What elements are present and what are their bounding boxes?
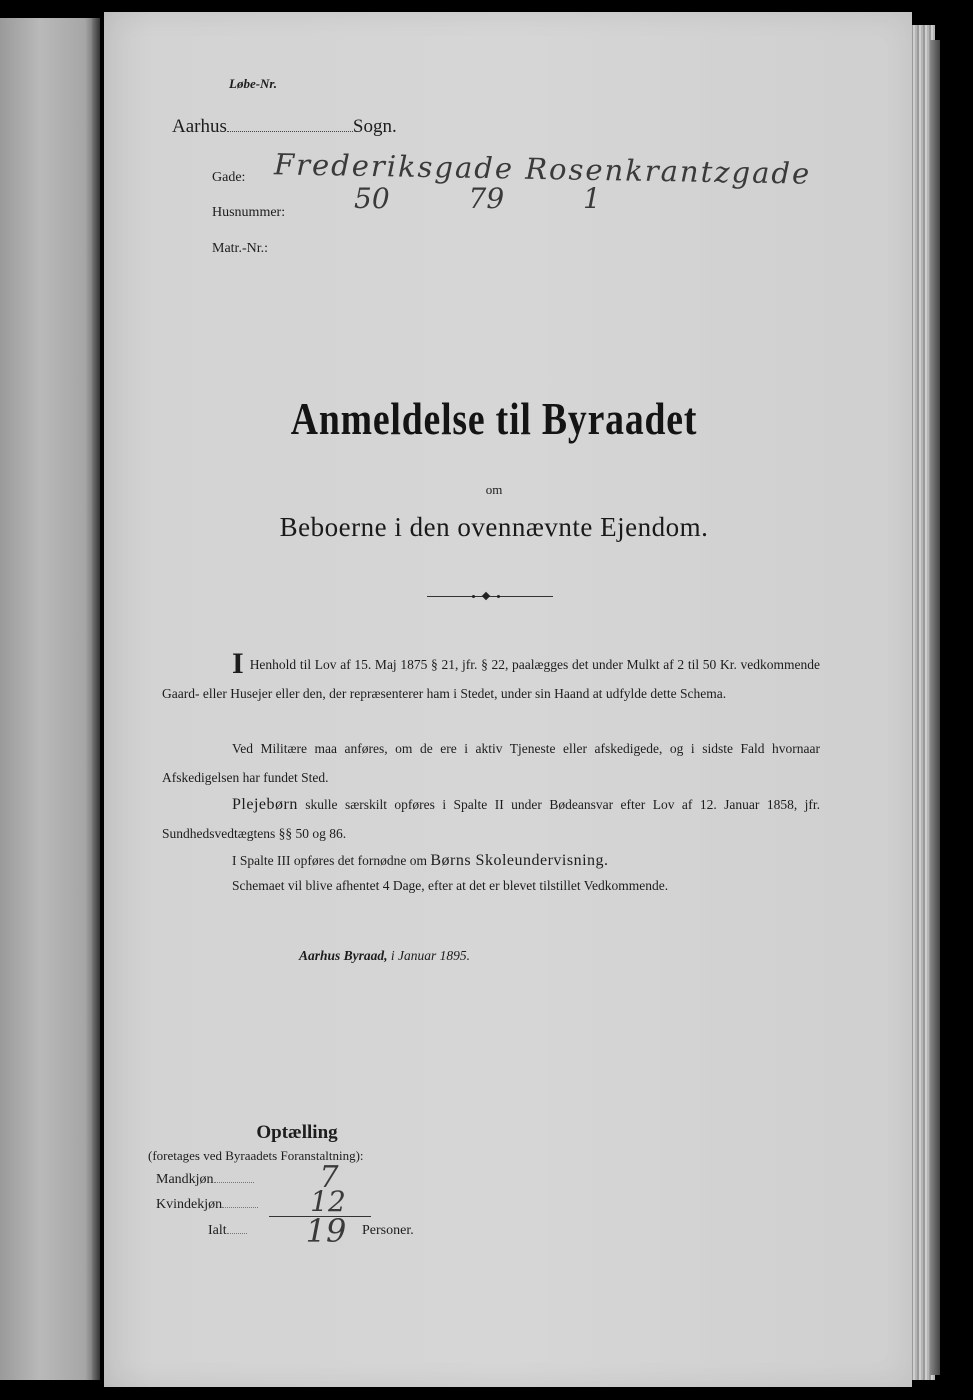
street-label: Gade: — [212, 170, 246, 185]
document-subtitle: Beboerne i den ovennævnte Ejendom. — [279, 512, 709, 542]
total-row — [208, 1223, 247, 1239]
matr-label: Matr.-Nr.: — [212, 241, 268, 256]
house-number-label: Husnummer: — [212, 205, 286, 220]
house-number-value: 50 79 1 — [354, 182, 601, 215]
paragraph-1 — [162, 649, 820, 708]
total-value: 19 — [305, 1212, 347, 1250]
male-row — [156, 1172, 254, 1188]
ornament-divider — [427, 592, 553, 602]
document-page — [104, 12, 912, 1387]
parish-line — [172, 116, 397, 138]
paragraph-3-text: skulle særskilt opføres i Spalte II under Bødeansvar efter Lov af 12. Januar 1858, jfr. Sundhedsvedtægtens §§ 50 og 86. — [162, 797, 821, 841]
parish-dotted-field — [227, 131, 353, 132]
paragraph-4-text: I Spalte III opføres det fornødne om — [232, 853, 427, 868]
lobe-nr-label: Løbe-Nr. — [229, 76, 278, 91]
title-connector: om — [485, 482, 503, 497]
document-title: Anmeldelse til Byraadet — [290, 393, 698, 444]
left-facing-page — [0, 18, 100, 1380]
street-value: Frederiksgade Rosenkrantzgade — [273, 147, 812, 191]
paragraph-1-text: Henhold til Lov af 15. Maj 1875 § 21, jfr. § 22, paalægges det under Mulkt af 2 til 50 Kr. vedkommende Gaard- eller Husejer eller den, der repræsenterer ham i Stedet, under sin Haand at udfylde dette Schema. — [162, 657, 820, 701]
total-label: Ialt — [208, 1223, 227, 1238]
female-value: 12 — [310, 1185, 346, 1218]
signature-line — [299, 948, 470, 964]
book-cover-edge — [930, 40, 940, 1375]
female-label: Kvindekjøn — [156, 1197, 223, 1212]
signature-date: i Januar 1895. — [390, 948, 471, 963]
female-row — [156, 1197, 258, 1213]
paragraph-4-lead: Børns Skoleundervisning. — [430, 852, 609, 869]
paragraph-5: Schemaet vil blive afhentet 4 Dage, efter at det er blevet tilstillet Vedkommende. — [232, 878, 669, 893]
persons-label: Personer. — [362, 1223, 414, 1238]
count-heading: Optælling — [256, 1122, 338, 1143]
drop-initial: I — [232, 647, 244, 680]
parish-label: Sogn. — [352, 116, 397, 137]
paragraph-3-lead: Plejebørn — [232, 796, 298, 813]
paragraph-2: Ved Militære maa anføres, om de ere i aktiv Tjeneste eller afskedigede, og i sidste Fald hvornaar Afskedigelsen har fundet Sted. — [162, 741, 820, 785]
paragraph-3 — [162, 790, 820, 848]
male-label: Mandkjøn — [156, 1172, 214, 1187]
signature-authority: Aarhus Byraad, — [299, 948, 388, 963]
count-note: (foretages ved Byraadets Foranstaltning): — [148, 1148, 364, 1163]
male-value: 7 — [319, 1160, 339, 1195]
city-name: Aarhus — [172, 116, 227, 137]
